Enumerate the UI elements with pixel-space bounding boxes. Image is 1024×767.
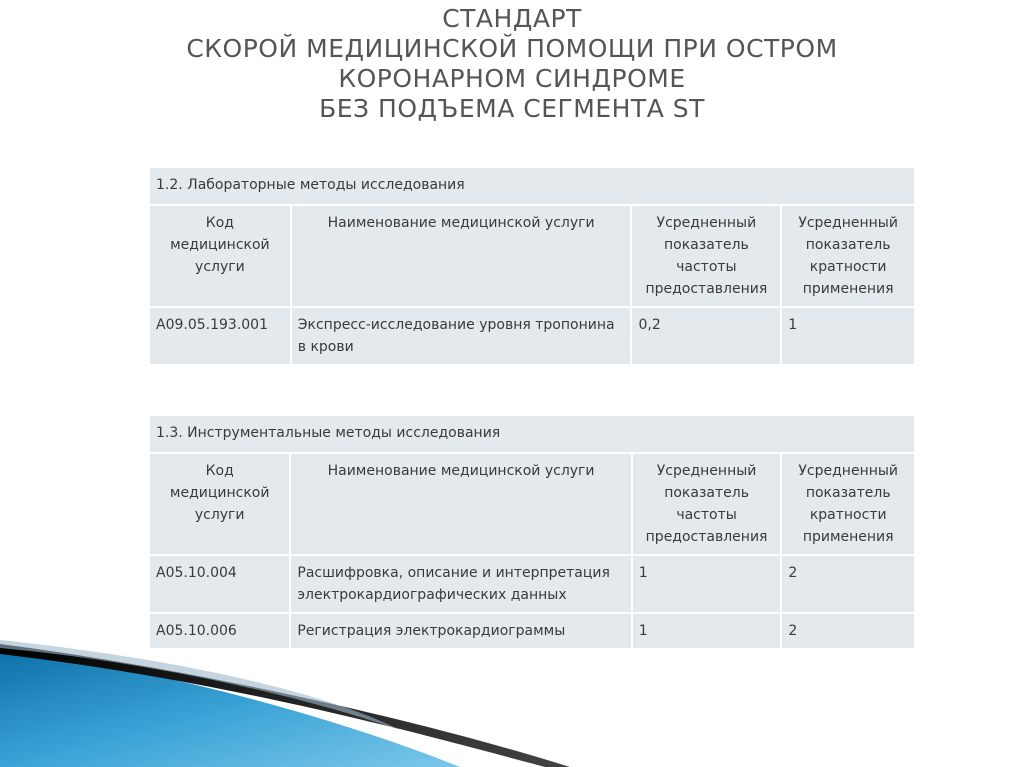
cell-name: Регистрация электрокардиограммы — [291, 614, 630, 648]
table-row — [150, 308, 914, 364]
page-title — [0, 4, 1024, 124]
header-code: Код медицинской услуги — [150, 454, 289, 554]
header-frequency: Усредненный показатель частоты предоставления — [633, 454, 781, 554]
cell-frequency: 0,2 — [632, 308, 780, 364]
title-line-1: СТАНДАРТ — [442, 4, 582, 33]
cell-code: A05.10.004 — [150, 556, 289, 612]
table-caption-row — [150, 416, 914, 452]
cell-multiplicity: 2 — [782, 614, 914, 648]
table-row — [150, 556, 914, 612]
title-line-3: КОРОНАРНОМ СИНДРОМЕ — [338, 64, 686, 93]
instrumental-methods-table — [148, 414, 916, 650]
cell-frequency: 1 — [633, 556, 781, 612]
table-header-row — [150, 454, 914, 554]
table-header-row — [150, 206, 914, 306]
title-line-4: БЕЗ ПОДЪЕМА СЕГМЕНТА ST — [319, 94, 705, 123]
table-caption-row — [150, 168, 914, 204]
header-multiplicity: Усредненный показатель кратности применения — [782, 454, 914, 554]
header-name: Наименование медицинской услуги — [292, 206, 631, 306]
header-frequency: Усредненный показатель частоты предоставления — [632, 206, 780, 306]
cell-name: Расшифровка, описание и интерпретация электрокардиографических данных — [291, 556, 630, 612]
cell-name: Экспресс-исследование уровня тропонина в крови — [292, 308, 631, 364]
cell-multiplicity: 2 — [782, 556, 914, 612]
table-caption: 1.3. Инструментальные методы исследования — [150, 416, 914, 452]
header-multiplicity: Усредненный показатель кратности применения — [782, 206, 914, 306]
blue-swoosh — [0, 648, 460, 767]
title-line-2: СКОРОЙ МЕДИЦИНСКОЙ ПОМОЩИ ПРИ ОСТРОМ — [186, 34, 838, 63]
cell-frequency: 1 — [633, 614, 781, 648]
header-name: Наименование медицинской услуги — [291, 454, 630, 554]
decorative-swoosh — [0, 640, 1024, 767]
laboratory-methods-table — [148, 166, 916, 366]
cell-code: A09.05.193.001 — [150, 308, 290, 364]
table-caption: 1.2. Лабораторные методы исследования — [150, 168, 914, 204]
header-code: Код медицинской услуги — [150, 206, 290, 306]
cell-multiplicity: 1 — [782, 308, 914, 364]
cell-code: A05.10.006 — [150, 614, 289, 648]
